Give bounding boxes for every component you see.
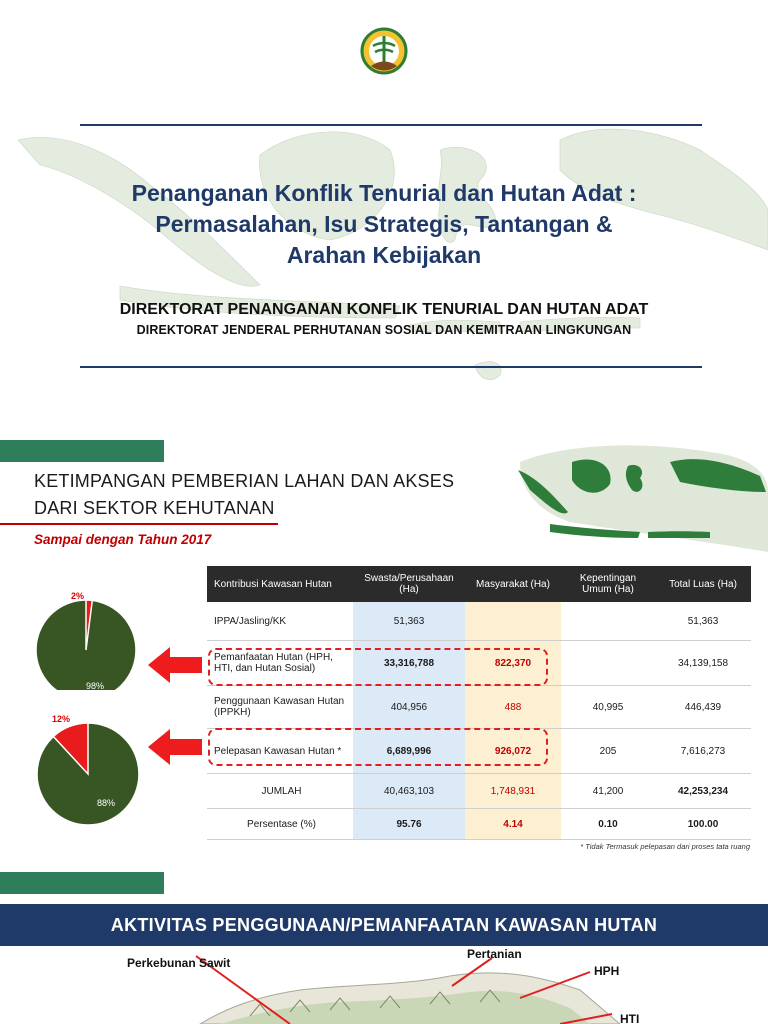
pie-chart-2 xyxy=(28,722,148,828)
umum-cell xyxy=(561,641,655,686)
total-cell: 446,439 xyxy=(655,686,751,729)
heading-line-1: KETIMPANGAN PEMBERIAN LAHAN DAN AKSES xyxy=(34,471,455,491)
forest-area-table xyxy=(207,566,751,840)
masyarakat-cell: 822,370 xyxy=(465,641,561,686)
ministry-emblem-logo xyxy=(359,26,409,76)
total-cell: 42,253,234 xyxy=(655,774,751,809)
label-pertanian: Pertanian xyxy=(467,947,522,961)
highlight-box-pelepasan xyxy=(208,728,548,766)
pie-1-small-label: 2% xyxy=(71,591,85,601)
highlight-box-pemanfaatan xyxy=(208,648,548,686)
umum-cell: 0.10 xyxy=(561,809,655,840)
umum-cell: 40,995 xyxy=(561,686,655,729)
table-row-total xyxy=(207,774,751,809)
total-cell: 51,363 xyxy=(655,602,751,641)
row-label: Pemanfaatan Hutan (HPH, HTI, dan Hutan Sosial) xyxy=(207,641,353,686)
title-line-1: Penanganan Konflik Tenurial dan Hutan Adat : xyxy=(131,180,637,206)
umum-cell: 41,200 xyxy=(561,774,655,809)
forest-activity-slide xyxy=(0,872,768,1024)
label-hph: HPH xyxy=(594,964,620,978)
table-row-percentage xyxy=(207,809,751,840)
landscape-illustration xyxy=(0,946,768,1024)
presentation-title xyxy=(0,178,768,271)
column-header: Total Luas (Ha) xyxy=(655,566,751,602)
accent-bar xyxy=(0,440,164,462)
row-label: IPPA/Jasling/KK xyxy=(207,602,353,641)
masyarakat-cell: 1,748,931 xyxy=(465,774,561,809)
table-row xyxy=(207,686,751,729)
directorate-general-name: DIREKTORAT JENDERAL PERHUTANAN SOSIAL DAN KEMITRAAN LINGKUNGAN xyxy=(136,323,632,337)
row-label: Persentase (%) xyxy=(207,809,353,840)
total-cell: 100.00 xyxy=(655,809,751,840)
period-subtitle: Sampai dengan Tahun 2017 xyxy=(34,532,212,547)
umum-cell: 205 xyxy=(561,729,655,774)
column-header: Kontribusi Kawasan Hutan xyxy=(207,566,353,602)
title-line-3: Arahan Kebijakan xyxy=(286,242,482,268)
masyarakat-cell xyxy=(465,602,561,641)
banner-title: AKTIVITAS PENGGUNAAN/PEMANFAATAN KAWASAN HUTAN xyxy=(110,915,658,935)
title-line-2: Permasalahan, Isu Strategis, Tantangan & xyxy=(155,211,613,237)
inequality-slide xyxy=(0,432,768,858)
accent-bar xyxy=(0,872,164,894)
pie-1-big-label: 98% xyxy=(86,681,105,691)
masyarakat-cell: 4.14 xyxy=(465,809,561,840)
pie-chart-1 xyxy=(28,590,148,690)
total-cell: 7,616,273 xyxy=(655,729,751,774)
label-hti: HTI xyxy=(620,1012,640,1024)
swasta-cell: 95.76 xyxy=(353,809,465,840)
column-header: Kepentingan Umum (Ha) xyxy=(561,566,655,602)
top-divider xyxy=(80,124,702,126)
table-footnote: * Tidak Termasuk pelepasan dari proses tata ruang xyxy=(580,842,750,851)
swasta-cell: 404,956 xyxy=(353,686,465,729)
total-cell: 34,139,158 xyxy=(655,641,751,686)
umum-cell xyxy=(561,602,655,641)
arrow-left-icon xyxy=(144,726,206,768)
swasta-cell: 6,689,996 xyxy=(353,729,465,774)
table-header-row xyxy=(207,566,751,602)
arrow-left-icon xyxy=(144,644,206,686)
swasta-cell: 33,316,788 xyxy=(353,641,465,686)
swasta-cell: 40,463,103 xyxy=(353,774,465,809)
indonesia-map-green xyxy=(510,432,768,562)
title-slide xyxy=(0,0,768,420)
column-header: Swasta/Perusahaan (Ha) xyxy=(353,566,465,602)
row-label: Penggunaan Kawasan Hutan (IPPKH) xyxy=(207,686,353,729)
pie-2-small-label: 12% xyxy=(52,714,71,724)
row-label: JUMLAH xyxy=(207,774,353,809)
column-header: Masyarakat (Ha) xyxy=(465,566,561,602)
label-perkebunan-sawit: Perkebunan Sawit xyxy=(127,956,231,970)
pie-2-big-label: 88% xyxy=(97,798,116,808)
heading-line-2: DARI SEKTOR KEHUTANAN xyxy=(34,498,275,518)
bottom-divider xyxy=(80,366,702,368)
masyarakat-cell: 488 xyxy=(465,686,561,729)
table-row xyxy=(207,602,751,641)
heading-underline xyxy=(0,523,278,525)
slide-heading xyxy=(34,468,454,522)
masyarakat-cell: 926,072 xyxy=(465,729,561,774)
row-label: Pelepasan Kawasan Hutan * xyxy=(207,729,353,774)
swasta-cell: 51,363 xyxy=(353,602,465,641)
directorate-name: DIREKTORAT PENANGANAN KONFLIK TENURIAL DAN HUTAN ADAT xyxy=(119,301,649,318)
